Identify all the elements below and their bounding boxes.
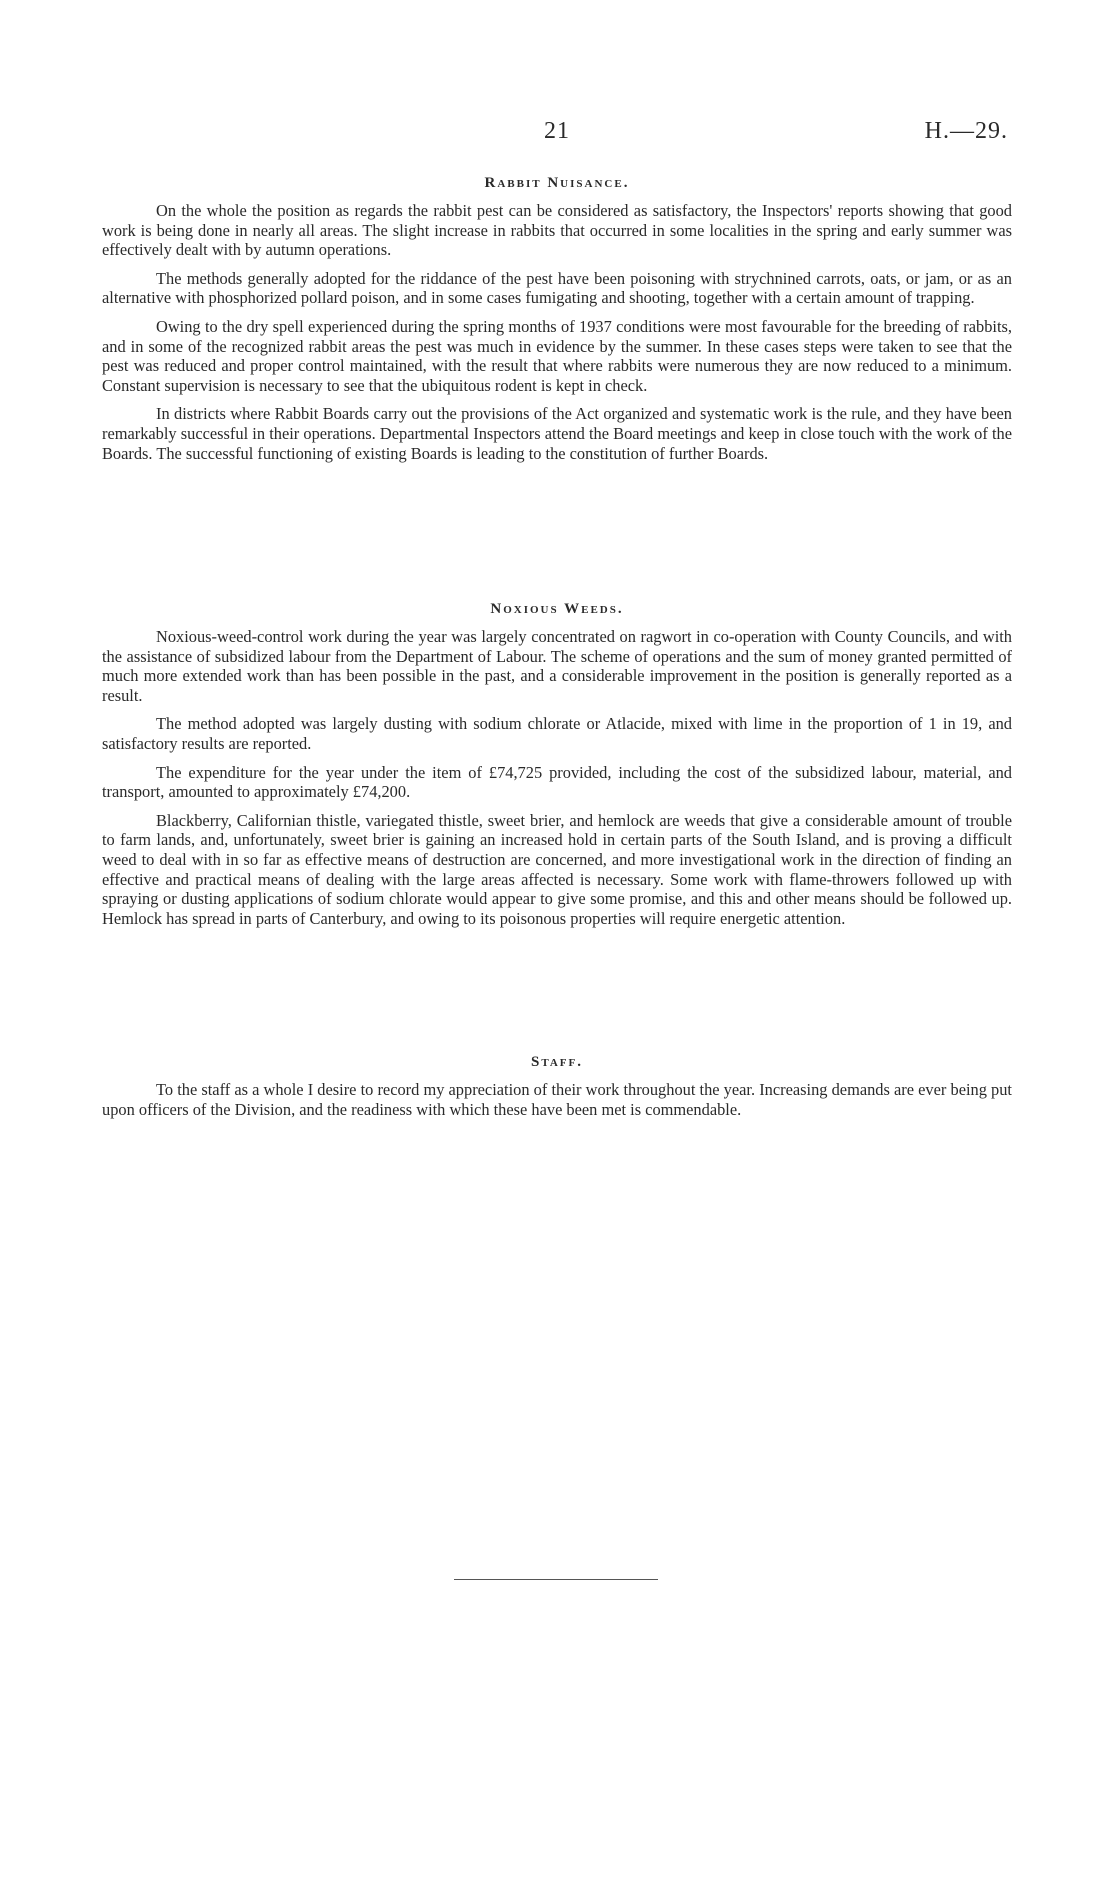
end-of-section-rule (454, 1579, 658, 1580)
section-noxious-weeds (102, 599, 1012, 937)
section-staff (102, 1052, 1012, 1128)
paragraph: Owing to the dry spell experienced during the spring months of 1937 conditions were most favourable for the breeding of rabbits, and in some of the recognized rabbit areas the pest was much in evidence by the summer. In these cases steps were taken to see that the pest was reduced and proper control maintained, with the result that where rabbits were numerous they are now reduced to a minimum. Constant supervision is necessary to see that the ubiquitous rodent is kept in check. (102, 316, 1012, 395)
page-number: 21 (544, 118, 570, 144)
paragraph: In districts where Rabbit Boards carry out the provisions of the Act organized and systematic work is the rule, and they have been remarkably successful in their operations. Departmental Inspectors attend the Board meetings and keep in close touch with the work of the Boards. The successful functioning of existing Boards is leading to the constitution of further Boards. (102, 404, 1012, 463)
paragraph: Noxious-weed-control work during the year was largely concentrated on ragwort in co-operation with County Councils, and with the assistance of subsidized labour from the Department of Labour. The scheme of operations and the sum of money granted permitted of much more extended work than has been possible in the past, and a considerable improvement in the position is generally reported as a result. (102, 627, 1012, 705)
document-reference: H.—29. (924, 118, 1008, 144)
paragraph: The methods generally adopted for the riddance of the pest have been poisoning with strychnined carrots, oats, or jam, or as an alternative with phosphorized pollard poison, and in some cases fumigating and shooting, together with a certain amount of trapping. (102, 268, 1012, 308)
section-rabbit-nuisance (102, 173, 1012, 472)
section-heading: Noxious Weeds. (490, 601, 624, 617)
paragraph: The method adopted was largely dusting with sodium chlorate or Atlacide, mixed with lime in the proportion of 1 in 19, and satisfactory results are reported. (102, 714, 1012, 753)
section-heading: Rabbit Nuisance. (484, 175, 630, 191)
paragraph: To the staff as a whole I desire to record my appreciation of their work throughout the year. Increasing demands are ever being put upon officers of the Division, and the readiness with which these have been met is commendable. (102, 1080, 1012, 1119)
paragraph: Blackberry, Californian thistle, variegated thistle, sweet brier, and hemlock are weeds that give a considerable amount of trouble to farm lands, and, unfortunately, sweet brier is gaining an increased hold in certain parts of the South Island, and is proving a difficult weed to deal with in so far as effective means of destruction are concerned, and more investigational work in the direction of finding an effective and practical means of dealing with the large areas affected is necessary. Some work with flame-throwers followed up with spraying or dusting applications of sodium chlorate would appear to give some promise, and this and other means should be followed up. Hemlock has spread in parts of Canterbury, and owing to its poisonous properties will require energetic attention. (102, 810, 1012, 928)
paragraph: On the whole the position as regards the rabbit pest can be considered as satisfactory, the Inspectors' reports showing that good work is being done in nearly all areas. The slight increase in rabbits that occurred in some localities in the spring and early summer was effectively dealt with by autumn operations. (102, 201, 1012, 260)
section-heading: Staff. (531, 1054, 583, 1070)
paragraph: The expenditure for the year under the item of £74,725 provided, including the cost of the subsidized labour, material, and transport, amounted to approximately £74,200. (102, 762, 1012, 802)
